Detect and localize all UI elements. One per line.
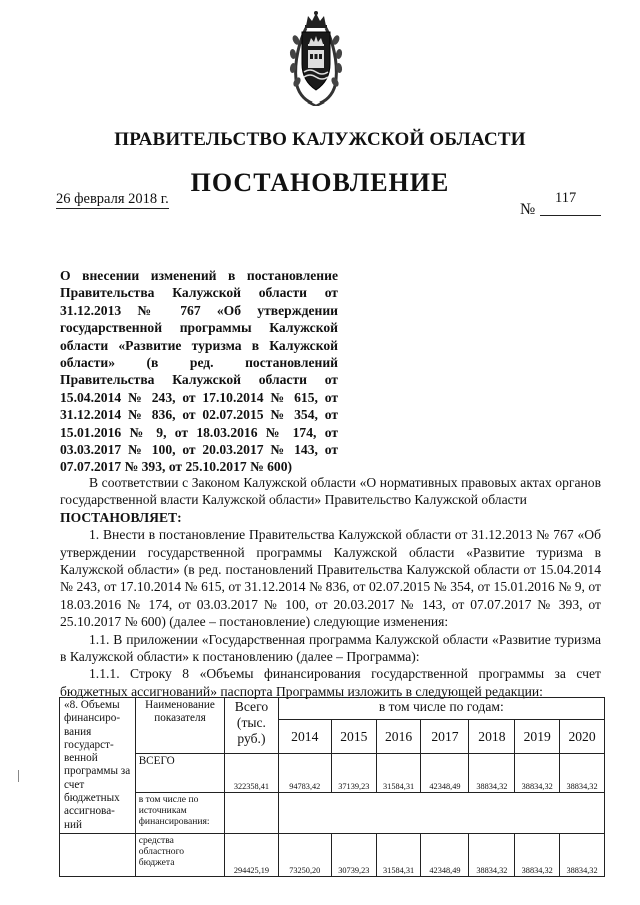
empty-cell	[225, 793, 278, 834]
row-value: 31584,31	[376, 833, 421, 876]
document-type: ПОСТАНОВЛЕНИЕ	[190, 168, 450, 197]
number-underline	[540, 215, 601, 216]
coat-of-arms-emblem	[282, 10, 350, 106]
financing-table	[59, 697, 605, 877]
year-header: 2018	[469, 720, 515, 754]
table-row	[60, 753, 605, 792]
year-header: 2020	[560, 720, 605, 754]
resolution-title: О внесении изменений в постановление Правительства Калужской области от 31.12.2013 № 767 «Об утверждении государственной программы Калужской области «Развитие туризма в Калужской области» (в ред. постановлений Правительства Калужской области от 15.04.2014 № 243, от 17.10.2014 № 615, от 31.12.2014 № 836, от 02.07.2015 № 354, от 15.01.2016 № 9, от 18.03.2016 № 174, от 03.03.2017 № 100, от 20.03.2017 № 143, от 07.07.2017 № 393, от 25.10.2017 № 600)	[60, 268, 338, 475]
row-label-continued	[60, 833, 136, 876]
year-header: 2014	[278, 720, 331, 754]
document-date: 26 февраля 2018 г.	[56, 191, 169, 207]
intro-paragraph	[60, 474, 601, 509]
item-1-1-paragraph: 1.1. В приложении «Государственная программа Калужской области «Развитие туризма в Калужской области» к постановлению (далее – Программа):	[60, 631, 601, 665]
document-number: 117	[555, 190, 577, 206]
row-value: 42348,49	[421, 833, 469, 876]
years-header: в том числе по годам:	[278, 698, 604, 720]
empty-cell	[278, 793, 604, 834]
resolution-body	[60, 474, 601, 700]
organization-title: ПРАВИТЕЛЬСТВО КАЛУЖСКОЙ ОБЛАСТИ	[114, 129, 526, 150]
year-header: 2017	[421, 720, 469, 754]
row-value: 31584,31	[376, 753, 421, 792]
row-total: 322358,41	[225, 753, 278, 792]
indicator-name-header: Наименование показателя	[135, 698, 225, 754]
row-label-cell: «8. Объемы финансиро-вания государст-венной программы за счет бюджетных ассигнова-ний	[60, 698, 136, 834]
row-value: 38834,32	[469, 753, 515, 792]
row-value: 30739,23	[331, 833, 376, 876]
row-name: в том числе по источникам финансирования:	[135, 793, 225, 834]
number-sign-label: №	[520, 201, 536, 218]
year-header: 2019	[515, 720, 560, 754]
row-value: 38834,32	[560, 833, 605, 876]
table-row	[60, 793, 605, 834]
year-header: 2015	[331, 720, 376, 754]
row-name: ВСЕГО	[135, 753, 225, 792]
row-value: 94783,42	[278, 753, 331, 792]
row-value: 38834,32	[515, 753, 560, 792]
row-name: средства областного бюджета	[135, 833, 225, 876]
row-value: 38834,32	[560, 753, 605, 792]
total-header: Всего (тыс. руб.)	[225, 698, 278, 754]
table-row	[60, 833, 605, 876]
row-value: 73250,20	[278, 833, 331, 876]
date-underline	[56, 208, 169, 209]
row-total: 294425,19	[225, 833, 278, 876]
item-1-1-1-paragraph: 1.1.1. Строку 8 «Объемы финансирования государственной программы за счет бюджетных ассигнований» паспорта Программы изложить в следующей редакции:	[60, 666, 601, 699]
row-value: 42348,49	[421, 753, 469, 792]
year-header: 2016	[376, 720, 421, 754]
row-value: 38834,32	[469, 833, 515, 876]
item-1-paragraph: 1. Внести в постановление Правительства Калужской области от 31.12.2013 № 767 «Об утверждении государственной программы Калужской области «Развитие туризма в Калужской области» (в ред. постановлений Правительства Калужской области от 15.04.2014 № 243, от 17.10.2014 № 615, от 31.12.2014 № 836, от 02.07.2015 № 354, от 15.01.2016 № 9, от 18.03.2016 № 174, от 03.03.2017 № 100, от 20.03.2017 № 143, от 07.07.2017 № 393, от 25.10.2017 № 600) (далее – постановление) следующие изменения:	[60, 527, 601, 630]
row-value: 37139,23	[331, 753, 376, 792]
intro-text: В соответствии с Законом Калужской области «О нормативных правовых актах органов государственной власти Калужской области» Правительство Калужской области	[60, 475, 601, 508]
decree-word: ПОСТАНОВЛЯЕТ:	[60, 509, 182, 525]
margin-mark	[18, 770, 19, 782]
row-value: 38834,32	[515, 833, 560, 876]
